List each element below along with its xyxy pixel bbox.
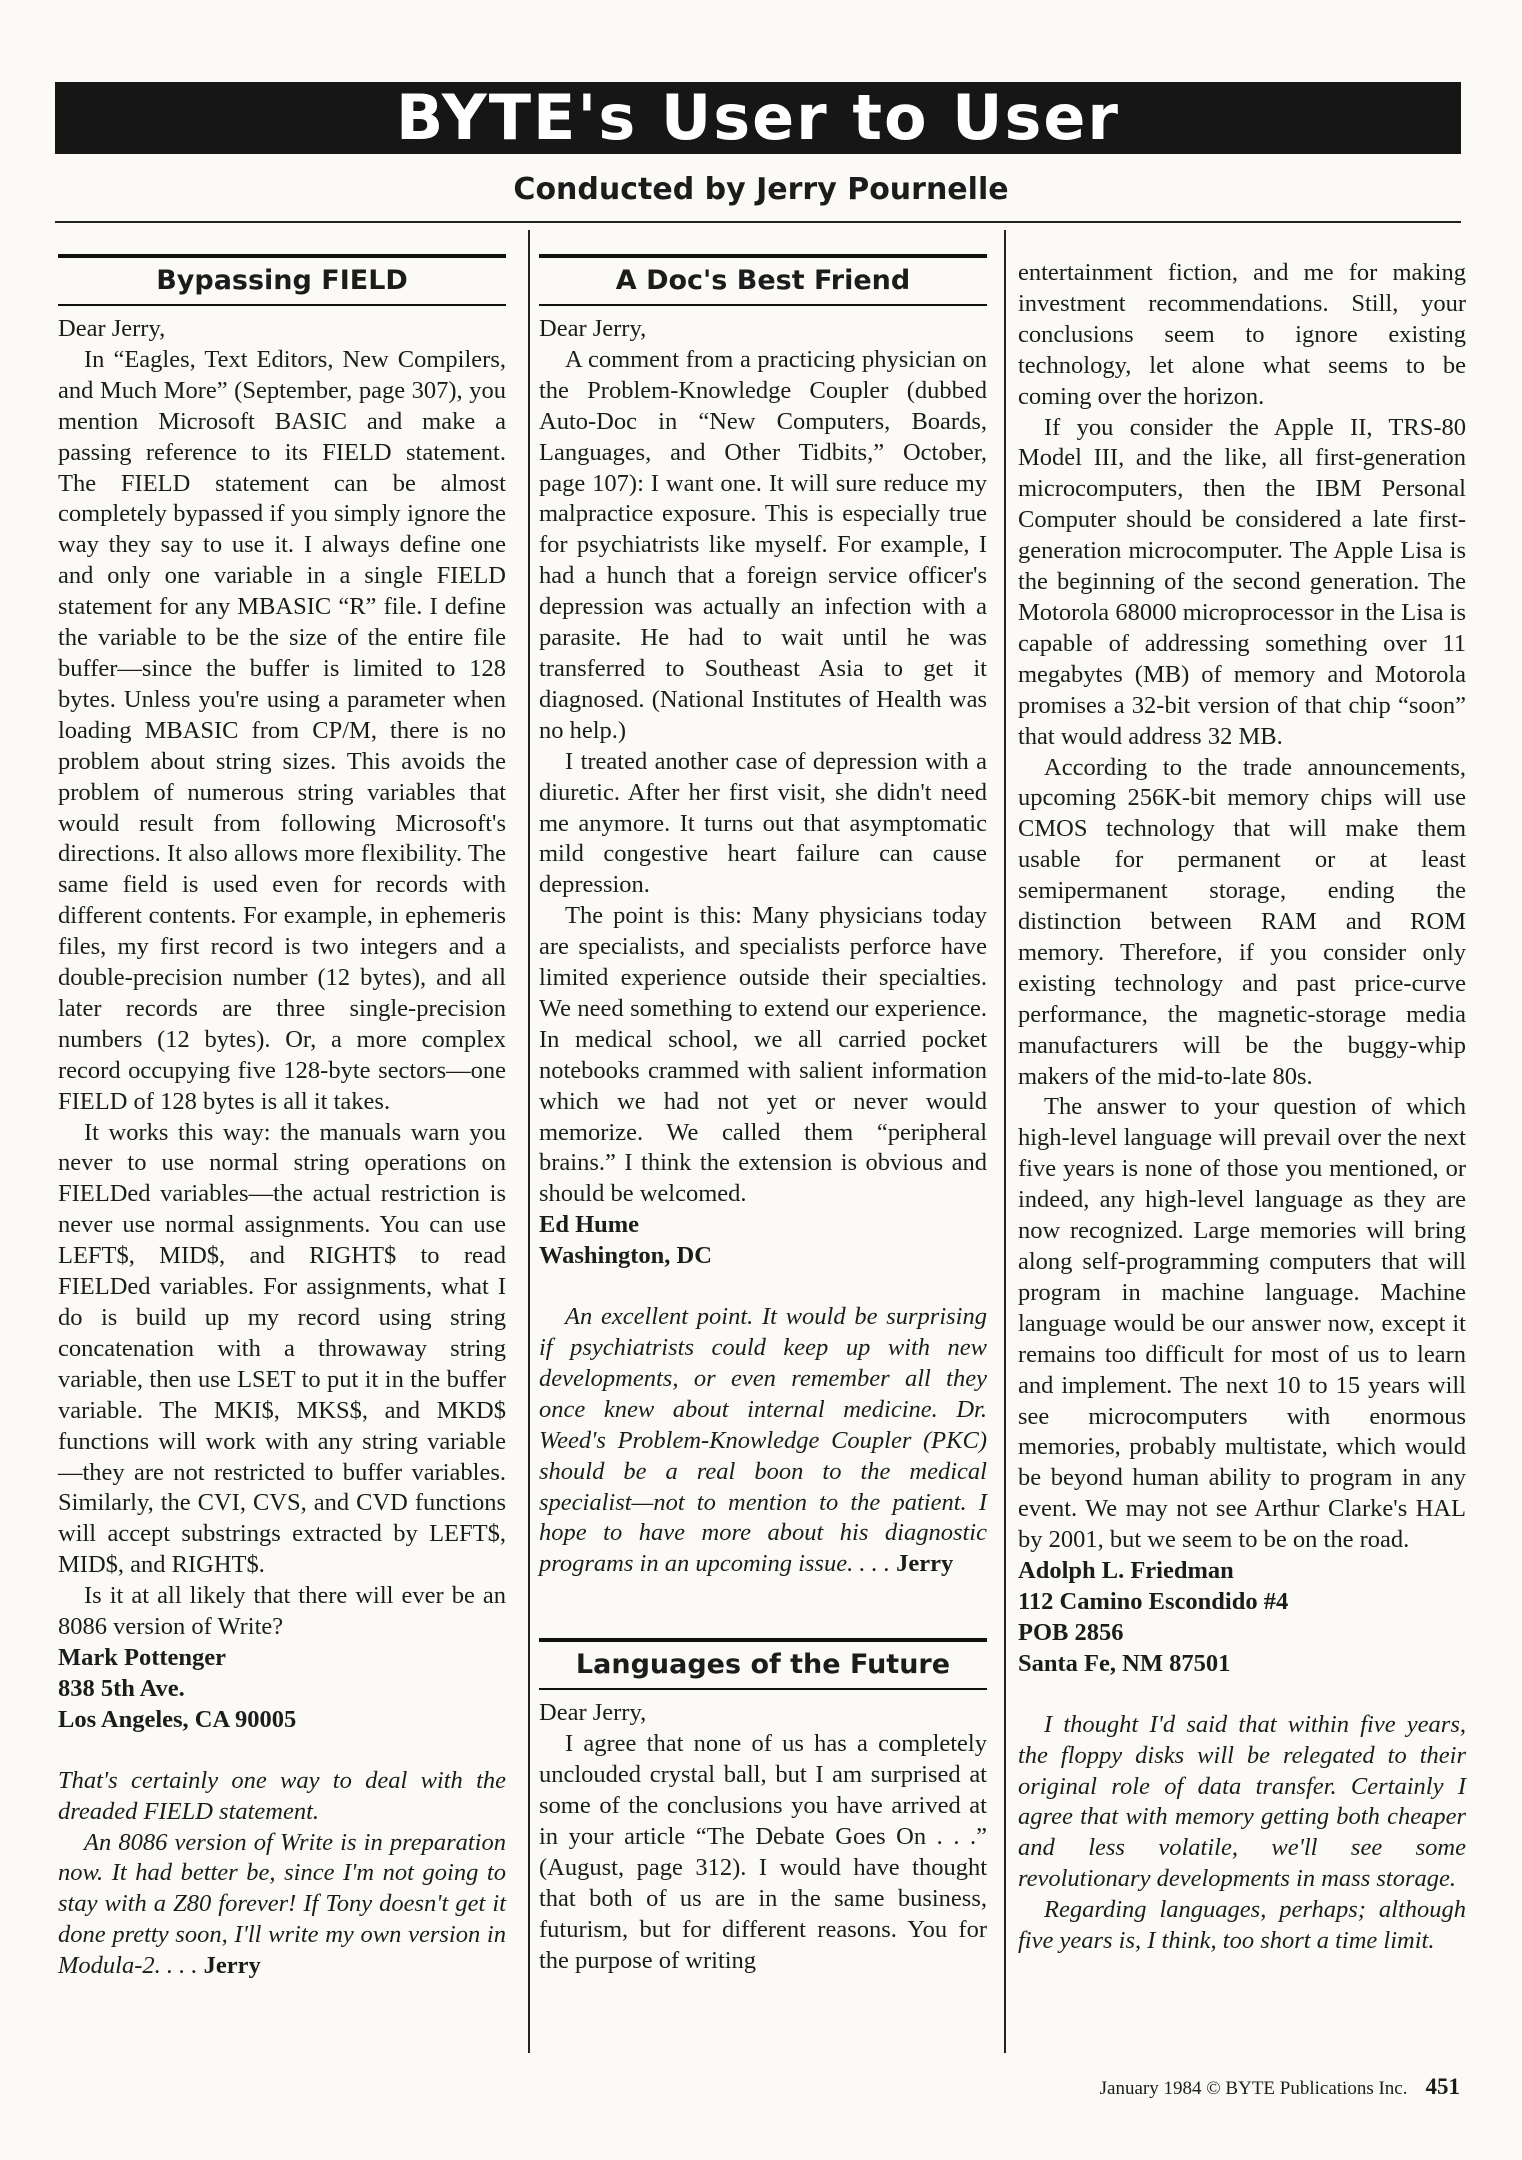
salutation: Dear Jerry,: [539, 315, 647, 342]
page-footer: [1100, 2074, 1460, 2100]
author-address: Los Angeles, CA 90005: [58, 1705, 297, 1733]
column-divider-2: [1004, 230, 1006, 2053]
letter-paragraph: In “Eagles, Text Editors, New Compilers, and Much More” (September, page 307), you mention Microsoft BASIC and make a passing reference to its FIELD statement. The FIELD statement can be almost completely bypassed if you simply ignore the way they say to use it. I always define one and only one variable in a single FIELD statement for any MBASIC “R” file. I define the variable to be the size of the entire file buffer—since the buffer is limited to 128 bytes. Unless you're using a parameter when loading MBASIC from CP/M, there is no problem about string sizes. This avoids the problem of numerous string variables that would result from following Microsoft's directions. It also allows more flexibility. The same field is used even for records with different contents. For example, in ephemeris files, my first record is two integers and a double-precision number (12 bytes), and all later records are three single-precision numbers (12 bytes). Or, a more complex record occupying five 128-byte sectors—one FIELD of 128 bytes is all it takes.: [58, 345, 506, 1115]
letter-paragraph: I treated another case of depression with a diuretic. After her first visit, she didn't need me anymore. It turns out that asymptomatic mild congestive heart failure can cause depression.: [539, 747, 987, 899]
editor-signature: Jerry: [896, 1550, 954, 1578]
author-name: Ed Hume: [539, 1211, 640, 1239]
letter-paragraph: It works this way: the manuals warn you never to use normal string operations on FIELDed variables—the actual restriction is never use normal assignments. You can use LEFT$, MID$, and RIGHT$ to read FIELDed variables. For assignments, what I do is build up my record using string concatenation with a throwaway string variable, then use LSET to put it in the buffer variable. The MKI$, MKS$, and MKD$ functions will work with any string variable—they are not restricted to buffer variables. Similarly, the CVI, CVS, and CVD functions will accept substrings extracted by LEFT$, MID$, and RIGHT$.: [58, 1118, 506, 1579]
salutation: Dear Jerry,: [539, 1699, 647, 1727]
author-name: Mark Pottenger: [58, 1643, 227, 1671]
letter-paragraph: Is it at all likely that there will ever be an 8086 version of Write?: [58, 1582, 506, 1641]
editor-reply: An 8086 version of Write is in preparation now. It had better be, since I'm not going to stay with a Z80 forever! If Tony doesn't get it done pretty soon, I'll write my own version in Modula-2. . . . Jerry: [58, 1828, 506, 1980]
letter-paragraph: I agree that none of us has a completely unclouded crystal ball, but I am surprised at some of the conclusions you have arrived at in your article “The Debate Goes On . . .” (August, page 312). I would have thought that both of us are in the same business, futurism, but for different reasons. You for the purpose of writing: [539, 1730, 987, 1974]
letter-paragraph: The point is this: Many physicians today are specialists, and specialists perforce have limited experience outside their specialties. We need something to extend our experience. In medical school, we all carried pocket notebooks crammed with salient information which we had not yet or never would memorize. We called them “peripheral brains.” I think the extension is obvious and should be welcomed.: [539, 902, 987, 1208]
heading-docs-best-friend: A Doc's Best Friend: [539, 254, 987, 306]
column-divider-1: [528, 230, 530, 2053]
top-rule: [55, 221, 1461, 223]
author-name: Adolph L. Friedman: [1018, 1557, 1234, 1585]
editor-reply: An excellent point. It would be surprising if psychiatrists could keep up with new developments, or even remember all they once knew about internal medicine. Dr. Weed's Problem-Knowledge Coupler (PKC) should be a real boon to the medical specialist—not to mention to the patient. I hope to have more about his diagnostic programs in an upcoming issue. . . . Jerry: [539, 1303, 987, 1578]
column-3: [1018, 258, 1466, 1957]
issue-credit: January 1984 © BYTE Publications Inc.: [1099, 2078, 1408, 2099]
editor-reply: I thought I'd said that within five years, the floppy disks will be relegated to their original role of data transfer. Certainly I agree that with memory getting both cheaper and less volatile, we'll see some revolutionary developments in mass storage.: [1018, 1710, 1466, 1893]
editor-reply: Regarding languages, perhaps; although five years is, I think, too short a time limit.: [1018, 1896, 1466, 1955]
author-address: Washington, DC: [539, 1242, 712, 1270]
column-2: [539, 254, 987, 1976]
letter-paragraph: According to the trade announcements, upcoming 256K-bit memory chips will use CMOS technology that will make them usable for permanent or at least semipermanent storage, ending the distinction between RAM and ROM memory. Therefore, if you consider only existing technology and past price-curve performance, the magnetic-storage media manufacturers will be the buggy-whip makers of the mid-to-late 80s.: [1018, 753, 1466, 1090]
editor-signature: Jerry: [203, 1952, 261, 1980]
salutation: Dear Jerry,: [58, 315, 166, 342]
author-address: 838 5th Ave.: [58, 1674, 185, 1702]
author-address: 112 Camino Escondido #4: [1018, 1587, 1289, 1615]
editor-reply: That's certainly one way to deal with the dreaded FIELD statement.: [58, 1766, 506, 1825]
author-address: Santa Fe, NM 87501: [1018, 1649, 1231, 1677]
author-address: POB 2856: [1018, 1618, 1124, 1646]
column-1: [58, 254, 506, 1982]
byline: Conducted by Jerry Pournelle: [513, 172, 1009, 207]
heading-languages-future: Languages of the Future: [539, 1638, 987, 1690]
letter-paragraph: entertainment fiction, and me for making investment recommendations. Still, your conclusions seem to ignore existing technology, let alone what seems to be coming over the horizon.: [1018, 259, 1466, 410]
page-title: BYTE's User to User: [395, 81, 1121, 154]
letter-paragraph: The answer to your question of which high-level language will prevail over the next five years is none of those you mentioned, or indeed, any high-level language as they are now recognized. Large memories will bring along self-programming computers that will program in machine language. Machine language would be our answer now, except it remains too difficult for most of us to learn and implement. The next 10 to 15 years will see microcomputers with enormous memories, probably multistate, which would be beyond human ability to program in any event. We may not see Arthur Clarke's HAL by 2001, but we seem to be on the road.: [1018, 1093, 1466, 1554]
letter-paragraph: If you consider the Apple II, TRS-80 Model III, and the like, all first-generation microcomputers, then the IBM Personal Computer should be considered a late first-generation microcomputer. The Apple Lisa is the beginning of the second generation. The Motorola 68000 microprocessor in the Lisa is capable of addressing something over 11 megabytes (MB) of memory and Motorola promises a 32-bit version of that chip “soon” that would address 32 MB.: [1018, 413, 1466, 750]
title-banner: [55, 82, 1461, 154]
page-number: 451: [1425, 2074, 1460, 2099]
letter-paragraph: A comment from a practicing physician on the Problem-Knowledge Coupler (dubbed Auto-Doc in “New Computers, Boards, Languages, and Other Tidbits,” October, page 107): I want one. It will sure reduce my malpractice exposure. This is especially true for psychiatrists like myself. For example, I had a hunch that a foreign service officer's depression was actually an infection with a parasite. He had to wait until he was transferred to Southeast Asia to get it diagnosed. (National Institutes of Health was no help.): [539, 345, 987, 744]
heading-bypassing-field: Bypassing FIELD: [58, 254, 506, 306]
